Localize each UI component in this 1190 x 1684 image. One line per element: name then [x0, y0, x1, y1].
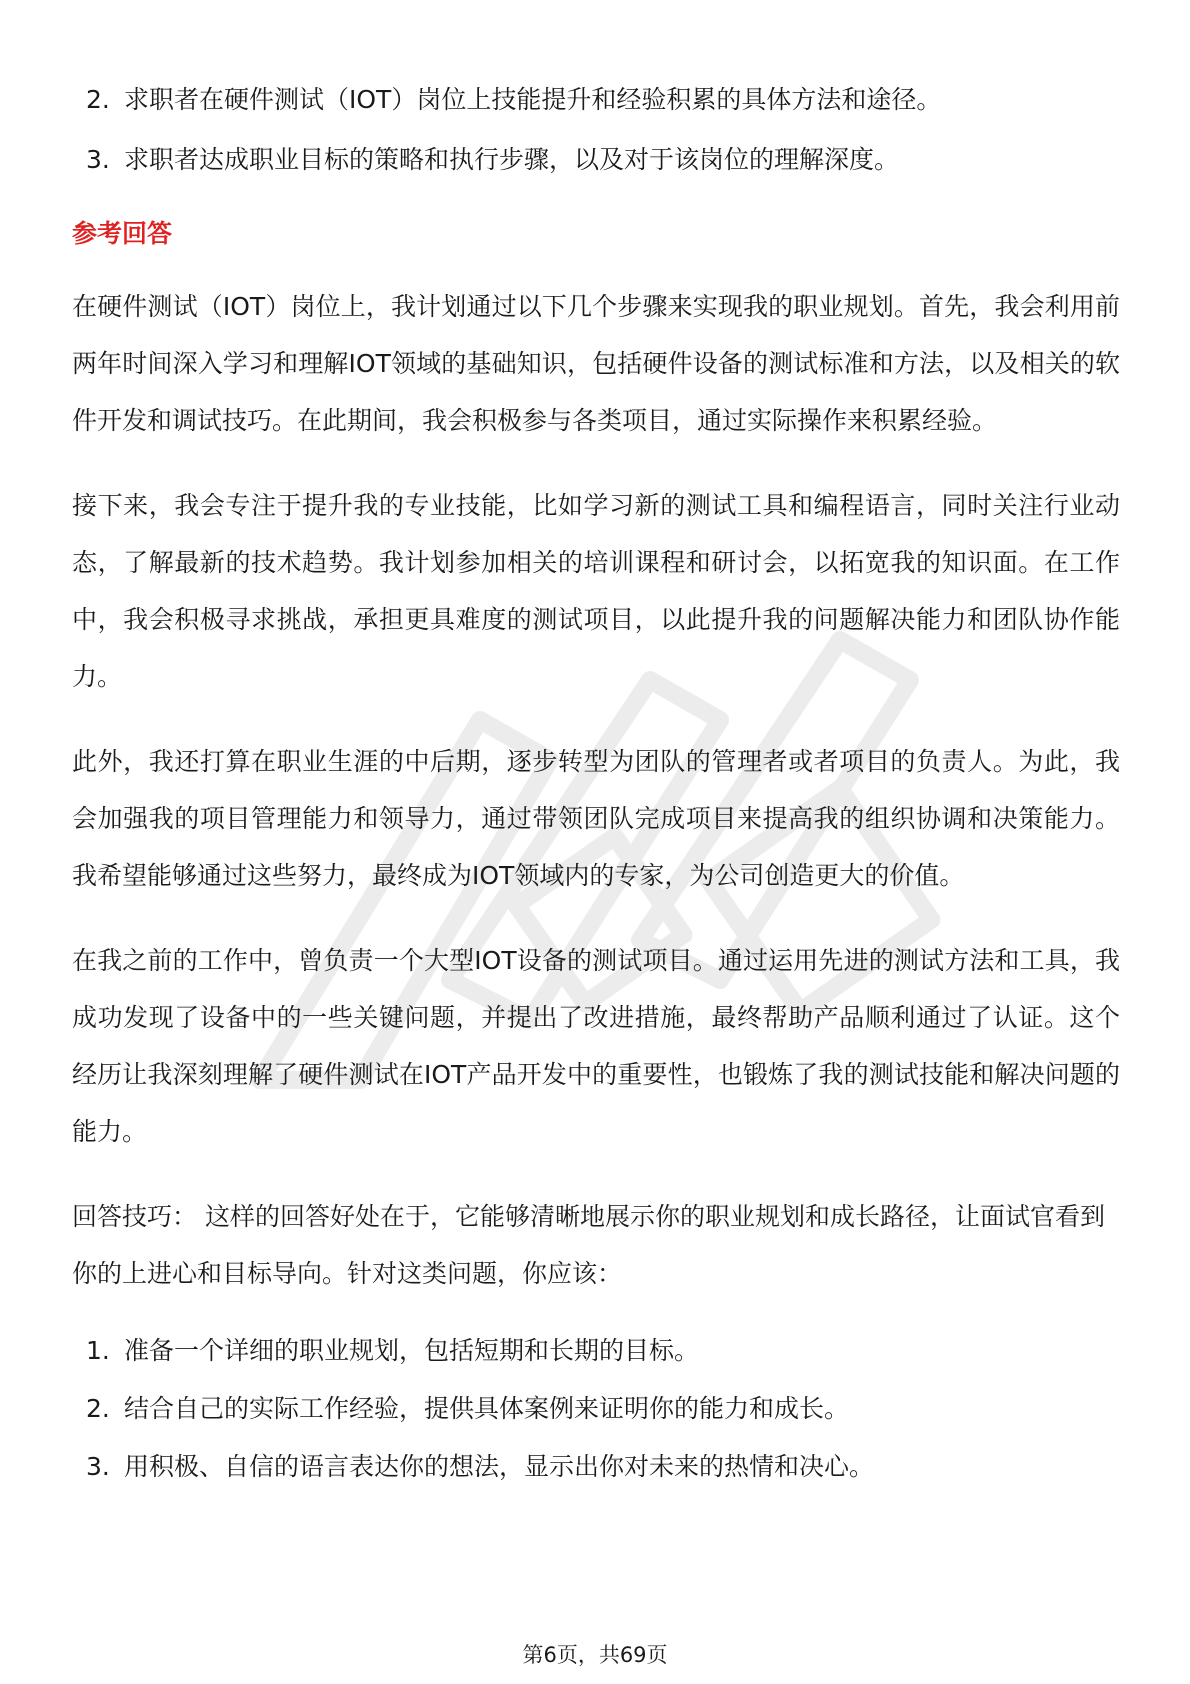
- list-item: [72, 130, 1120, 190]
- list-number: 3.: [86, 1452, 110, 1481]
- list-text: 准备一个详细的职业规划，包括短期和长期的目标。: [124, 1336, 700, 1365]
- answer-paragraph: 此外，我还打算在职业生涯的中后期，逐步转型为团队的管理者或者项目的负责人。为此，我会加强我的项目管理能力和领导力，通过带领团队完成项目来提高我的组织协调和决策能力。我希望能够通过这些努力，最终成为IOT领域内的专家，为公司创造更大的价值。: [72, 747, 1120, 890]
- list-number: 1.: [86, 1336, 110, 1365]
- list-number: 2.: [86, 85, 110, 114]
- list-text: 求职者在硬件测试（IOT）岗位上技能提升和经验积累的具体方法和途径。: [124, 85, 942, 114]
- tips-list: [72, 1322, 1120, 1496]
- list-item: [72, 70, 1120, 130]
- intro-list: [72, 70, 1120, 190]
- list-text: 求职者达成职业目标的策略和执行步骤，以及对于该岗位的理解深度。: [124, 145, 900, 174]
- list-text: 用积极、自信的语言表达你的想法，显示出你对未来的热情和决心。: [124, 1452, 875, 1481]
- answer-paragraph: 在我之前的工作中，曾负责一个大型IOT设备的测试项目。通过运用先进的测试方法和工具，我成功发现了设备中的一些关键问题，并提出了改进措施，最终帮助产品顺利通过了认证。这个经历让我深刻理解了硬件测试在IOT产品开发中的重要性，也锻炼了我的测试技能和解决问题的能力。: [72, 946, 1120, 1146]
- document-page: [72, 70, 1120, 1496]
- list-item: [72, 1380, 1120, 1438]
- list-number: 2.: [86, 1394, 110, 1423]
- answer-paragraph: 接下来，我会专注于提升我的专业技能，比如学习新的测试工具和编程语言，同时关注行业动态，了解最新的技术趋势。我计划参加相关的培训课程和研讨会，以拓宽我的知识面。在工作中，我会积极寻求挑战，承担更具难度的测试项目，以此提升我的问题解决能力和团队协作能力。: [72, 491, 1120, 691]
- page-footer: 第6页，共69页: [522, 1643, 668, 1667]
- list-number: 3.: [86, 145, 110, 174]
- answer-paragraph: 在硬件测试（IOT）岗位上，我计划通过以下几个步骤来实现我的职业规划。首先，我会利用前两年时间深入学习和理解IOT领域的基础知识，包括硬件设备的测试标准和方法，以及相关的软件开发和调试技巧。在此期间，我会积极参与各类项目，通过实际操作来积累经验。: [72, 292, 1120, 435]
- answer-heading: 参考回答: [72, 219, 173, 248]
- list-item: [72, 1438, 1120, 1496]
- answer-tips: 回答技巧： 这样的回答好处在于，它能够清晰地展示你的职业规划和成长路径，让面试官看到你的上进心和目标导向。针对这类问题，你应该：: [72, 1202, 1105, 1288]
- list-item: [72, 1322, 1120, 1380]
- list-text: 结合自己的实际工作经验，提供具体案例来证明你的能力和成长。: [124, 1394, 850, 1423]
